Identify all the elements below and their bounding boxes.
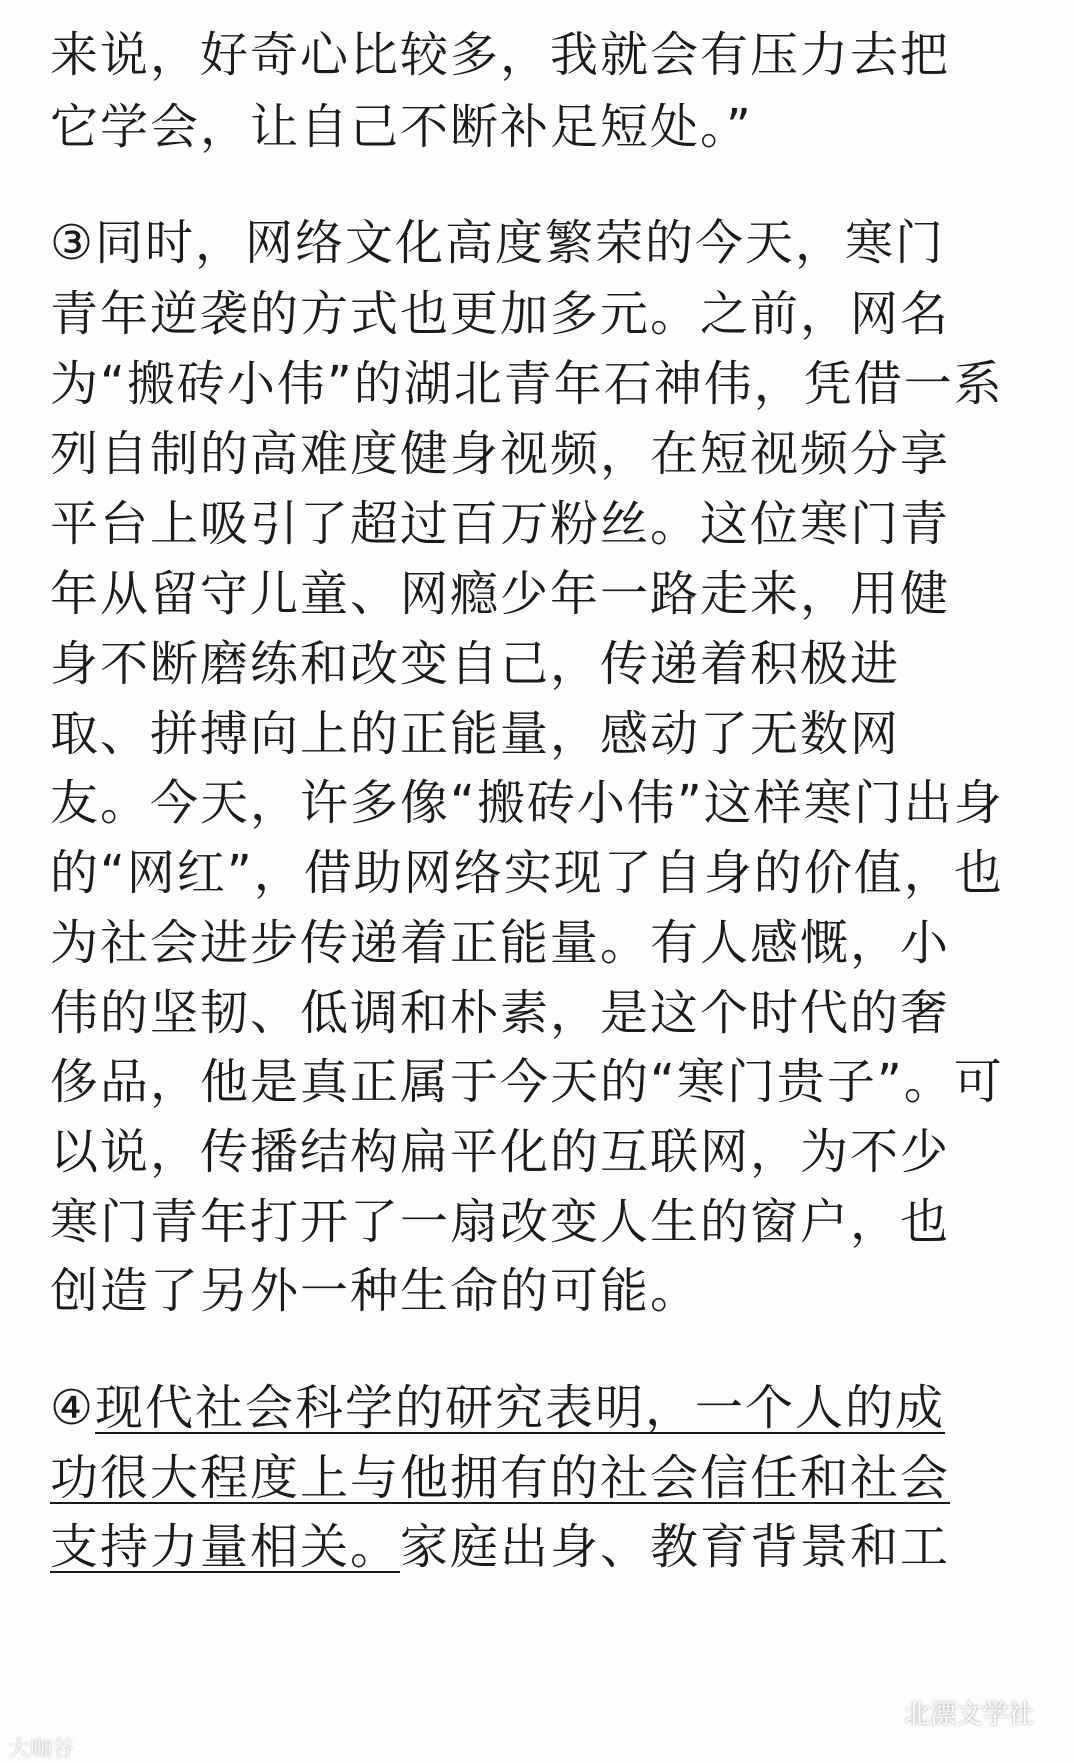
underlined-text-line: 功很大程度上与他拥有的社会信任和社会	[50, 1450, 951, 1506]
text-line: 青年逆袭的方式也更加多元。之前，网名	[50, 286, 951, 342]
text-line: 来说，好奇心比较多，我就会有压力去把	[50, 27, 951, 83]
paragraph-4-line	[50, 1378, 945, 1438]
text-line: 伟的坚韧、低调和朴素，是这个时代的奢	[50, 985, 951, 1041]
plain-text: 家庭出身、教育背景和工	[400, 1519, 951, 1575]
text-line: 寒门青年打开了一扇改变人生的窗户，也	[50, 1194, 951, 1250]
underlined-text: 现代社会科学的研究表明，一个人的成	[95, 1380, 946, 1436]
paragraph-3-line: ③同时，网络文化高度繁荣的今天，寒门	[50, 215, 946, 271]
text-line: 列自制的高难度健身视频，在短视频分享	[50, 426, 951, 482]
text-line: 为“搬砖小伟”的湖北青年石神伟，凭借一系	[50, 356, 1004, 412]
text-line: 取、拼搏向上的正能量，感动了无数网	[50, 706, 901, 762]
text-line: 平台上吸引了超过百万粉丝。这位寒门青	[50, 496, 951, 552]
text-line: 年从留守儿童、网瘾少年一路走来，用健	[50, 566, 951, 622]
watermark-right-label: 北漂文学社	[903, 1700, 1034, 1730]
watermark-left: 大咖谷	[8, 1737, 75, 1762]
wechat-icon	[862, 1699, 896, 1727]
text-line: 的“网红”，借助网络实现了自身的价值，也	[50, 845, 1004, 901]
text-line: 以说，传播结构扁平化的互联网，为不少	[50, 1124, 951, 1180]
text-line	[50, 1517, 950, 1577]
text-line: 侈品，他是真正属于今天的“寒门贵子”。可	[50, 1054, 1004, 1110]
text-line: 它学会，让自己不断补足短处。”	[50, 99, 753, 155]
underlined-text: 支持力量相关。	[50, 1519, 401, 1575]
text-line: 为社会进步传递着正能量。有人感慨，小	[50, 915, 951, 971]
text-line: 身不断磨练和改变自己，传递着积极进	[50, 636, 901, 692]
text-line: 友。今天，许多像“搬砖小伟”这样寒门出身	[50, 775, 1004, 831]
watermark-right	[862, 1694, 1034, 1731]
text-line: 创造了另外一种生命的可能。	[50, 1263, 701, 1319]
paragraph-number: ④	[50, 1380, 96, 1436]
